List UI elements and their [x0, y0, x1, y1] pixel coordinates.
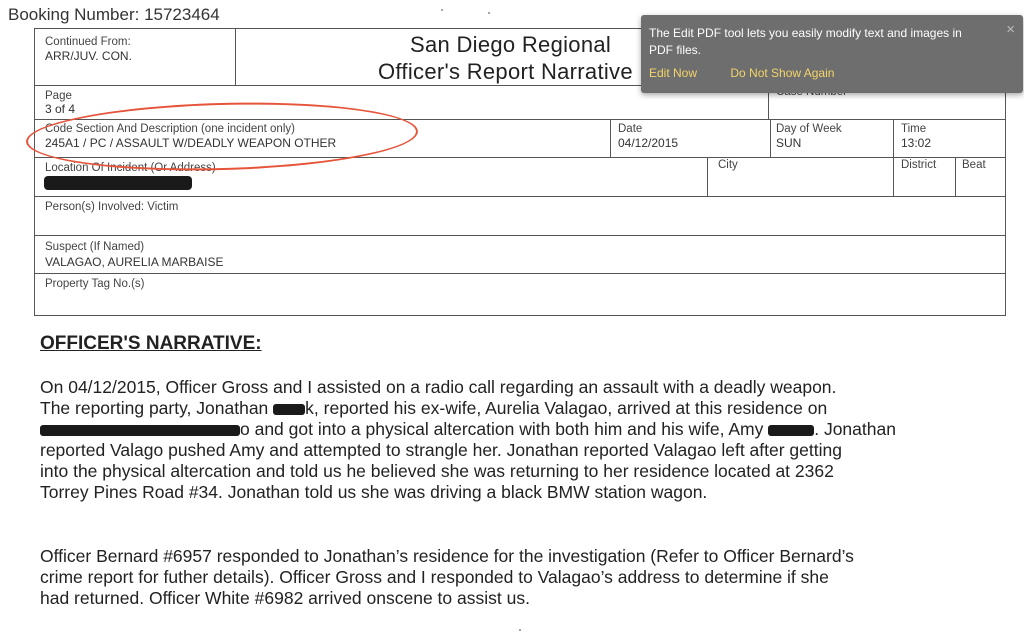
do-not-show-again-link[interactable]: Do Not Show Again	[730, 66, 835, 80]
booking-number: Booking Number: 15723464	[8, 5, 220, 24]
report-title-line1: San Diego Regional	[410, 32, 612, 57]
popup-message: The Edit PDF tool lets you easily modify text and images in PDF files.	[649, 26, 962, 57]
narrative-line: Officer Bernard #6957 responded to Jonathan’s residence for the investigation (Refer to Officer Bernard’s	[40, 546, 854, 566]
code-section-value: 245A1 / PC / ASSAULT W/DEADLY WEAPON OTHER	[45, 136, 337, 150]
narrative-line: crime report for futher details). Officer Gross and I responded to Valagao’s address to determine if she	[40, 567, 829, 587]
form-divider	[707, 157, 708, 196]
narrative-paragraph-2	[40, 546, 1015, 609]
day-of-week-value: SUN	[776, 136, 802, 150]
beat-label: Beat	[962, 159, 986, 171]
form-divider	[955, 157, 956, 196]
continued-from-value: ARR/JUV. CON.	[45, 49, 132, 63]
suspect-label: Suspect (If Named)	[45, 241, 145, 253]
narrative-line: into the physical altercation and told us he believed she was returning to her residence located at 2362	[40, 461, 834, 481]
form-divider	[610, 119, 611, 157]
narrative-heading: OFFICER'S NARRATIVE:	[40, 333, 262, 354]
form-divider	[235, 29, 236, 85]
city-label: City	[718, 159, 738, 171]
continued-from-label: Continued From:	[45, 36, 131, 48]
redacted-address	[40, 425, 240, 436]
popup-actions	[649, 66, 1013, 80]
date-value: 04/12/2015	[618, 136, 679, 150]
scan-speck	[519, 629, 521, 631]
narrative-line: reported Valago pushed Amy and attempted to strangle her. Jonathan reported Valagao left after getting	[40, 440, 842, 460]
edit-pdf-popup	[641, 15, 1023, 93]
form-divider	[35, 235, 1005, 236]
form-divider	[35, 196, 1005, 197]
narrative-line: o and got into a physical altercation with both him and his wife, Amy . Jonathan	[40, 419, 1015, 440]
persons-involved-label: Person(s) Involved: Victim	[45, 201, 179, 213]
form-divider	[35, 273, 1005, 274]
code-section-label: Code Section And Description (one incident only)	[45, 123, 295, 135]
report-title-line2: Officer's Report Narrative	[378, 59, 633, 84]
location-label: Location Of Incident (Or Address)	[45, 162, 216, 174]
narrative-line: The reporting party, Jonathan k, reported his ex-wife, Aurelia Valagao, arrived at this residence on	[40, 398, 828, 418]
date-label: Date	[618, 123, 643, 135]
form-divider	[893, 119, 894, 196]
property-tag-label: Property Tag No.(s)	[45, 278, 145, 290]
scan-speck	[488, 12, 490, 14]
suspect-value: VALAGAO, AURELIA MARBAISE	[45, 255, 224, 269]
edit-now-link[interactable]: Edit Now	[649, 66, 698, 80]
form-divider	[770, 119, 771, 157]
close-icon[interactable]: ×	[1006, 21, 1015, 38]
narrative-line: On 04/12/2015, Officer Gross and I assisted on a radio call regarding an assault with a deadly weapon.	[40, 377, 837, 397]
redacted-name	[768, 425, 814, 436]
redacted-address	[44, 176, 192, 190]
time-label: Time	[901, 123, 927, 135]
time-value: 13:02	[901, 136, 932, 150]
page-value: 3 of 4	[45, 102, 76, 116]
redacted-name	[273, 404, 305, 415]
narrative-line: had returned. Officer White #6982 arrived onscene to assist us.	[40, 588, 530, 608]
narrative-line: Torrey Pines Road #34. Jonathan told us she was driving a black BMW station wagon.	[40, 482, 708, 502]
day-of-week-label: Day of Week	[776, 123, 842, 135]
scan-speck	[441, 9, 443, 11]
narrative-paragraph-1	[40, 377, 1015, 503]
page-label: Page	[45, 90, 72, 102]
district-label: District	[901, 159, 937, 171]
